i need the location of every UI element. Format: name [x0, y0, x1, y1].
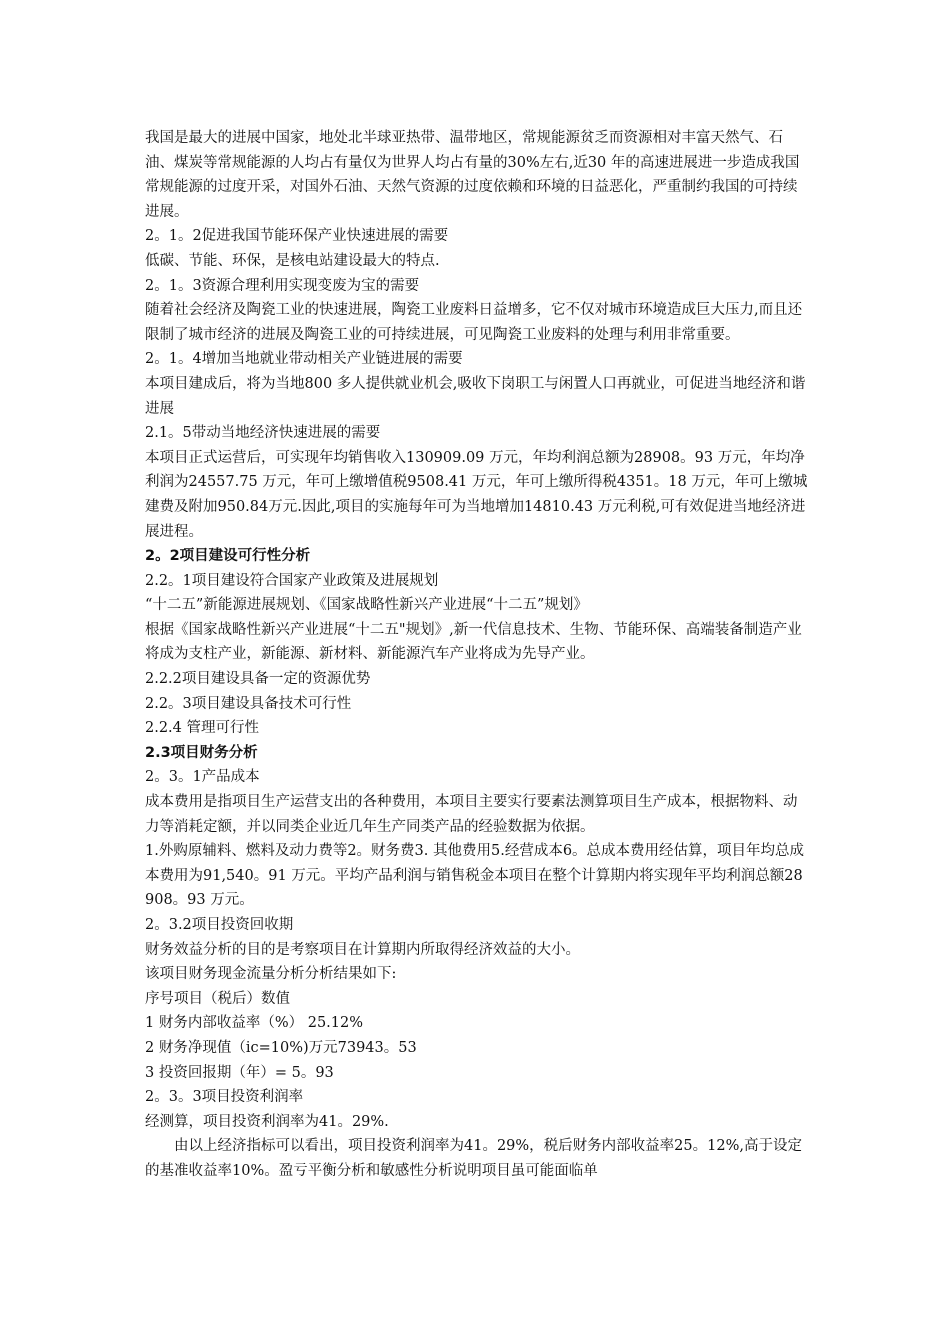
paragraph-employment: 本项目建成后，将为当地800 多人提供就业机会,吸收下岗职工与闲置人口再就业，可促进当地经济和谐进展	[145, 375, 806, 417]
heading-2-2-2: 2.2.2项目建设具备一定的资源优势	[145, 671, 371, 688]
heading-2-1-3: 2。1。3资源合理利用实现变废为宝的需要	[145, 277, 420, 294]
paragraph-results-intro: 该项目财务现金流量分析分析结果如下:	[145, 966, 397, 983]
results-row-1: 1 财务内部收益率（%） 25.12%	[145, 1015, 364, 1032]
results-row-2: 2 财务净现值（ic=10%)万元73943。53	[145, 1039, 417, 1056]
paragraph-ceramic-waste: 随着社会经济及陶瓷工业的快速进展，陶瓷工业废料日益增多，它不仅对城市环境造成巨大压力,而且还限制了城市经济的进展及陶瓷工业的可持续进展，可见陶瓷工业废料的处理与利用非常重要。	[145, 302, 803, 343]
heading-2-3-2: 2。3.2项目投资回收期	[145, 917, 294, 933]
heading-2-2-4: 2.2.4 管理可行性	[145, 720, 260, 737]
paragraph-strategy: 根据《国家战略性新兴产业进展“十二五"规划》,新一代信息技术、生物、节能环保、高端装备制造产业将成为支柱产业，新能源、新材料、新能源汽车产业将成为先导产业。	[145, 621, 802, 663]
results-header: 序号项目（税后）数值	[145, 990, 290, 1007]
paragraph-analysis-purpose: 财务效益分析的目的是考察项目在计算期内所取得经济效益的大小。	[145, 941, 580, 958]
paragraph-revenue: 本项目正式运营后，可实现年均销售收入130909.09 万元，年均利润总额为28908。93 万元，年均净利润为24557.75 万元，年可上缴增值税9508.41 万元，年可上缴所得税4351。18 万元，年可上缴城建费及附加950.84万元.因此,项目的实施每年可为当地增加14810.43 万元利税,可有效促进当地经济进展进程。	[145, 449, 808, 540]
heading-2-2-1: 2.2。1项目建设符合国家产业政策及进展规划	[145, 572, 439, 589]
results-row-3: 3 投资回报期（年）= 5。93	[145, 1064, 334, 1081]
heading-2-1-5: 2.1。5带动当地经济快速进展的需要	[145, 425, 381, 442]
heading-2-3-3: 2。3。3项目投资利润率	[145, 1089, 304, 1106]
section-heading-2-2: 2。2项目建设可行性分析	[145, 548, 311, 565]
paragraph-intro: 我国是最大的进展中国家，地处北半球亚热带、温带地区，常规能源贫乏而资源相对丰富天然气、石油、煤炭等常规能源的人均占有量仅为世界人均占有量的30%左右,近30 年的高速进展进一步造成我国常规能源的过度开采，对国外石油、天然气资源的过度依赖和环境的日益恶化，严重制约我国的可持续进展。	[145, 130, 800, 220]
heading-2-1-2: 2。1。2促进我国节能环保产业快速进展的需要	[145, 228, 449, 245]
heading-2-1-4: 2。1。4增加当地就业带动相关产业链进展的需要	[145, 351, 463, 368]
paragraph-cost-definition: 成本费用是指项目生产运营支出的各种费用，本项目主要实行要素法测算项目生产成本，根据物料、动力等消耗定额，并以同类企业近几年生产同类产品的经验数据为依据。	[145, 794, 798, 835]
paragraph-cost-items: 1.外购原辅料、燃料及动力费等2。财务费3. 其他费用5.经营成本6。总成本费用经估算，项目年均总成本费用为91,540。91 万元。平均产品利润与销售税金本项目在整个计算期内将实现年平均利润总额28908。93 万元。	[145, 843, 805, 909]
paragraph-profit-rate: 经测算，项目投资利润率为41。29%.	[145, 1113, 389, 1130]
section-heading-2-3: 2.3项目财务分析	[145, 744, 258, 761]
heading-2-2-3: 2.2。3项目建设具备技术可行性	[145, 695, 352, 712]
paragraph-low-carbon: 低碳、节能、环保，是核电站建设最大的特点.	[145, 252, 440, 269]
paragraph-plans: “十二五”新能源进展规划、《国家战略性新兴产业进展“十二五”规划》	[145, 597, 588, 614]
heading-2-3-1: 2。3。1产品成本	[145, 769, 260, 786]
paragraph-conclusion: 由以上经济指标可以看出，项目投资利润率为41。29%，税后财务内部收益率25。12%,高于设定的基准收益率10%。盈亏平衡分析和敏感性分析说明项目虽可能面临单	[145, 1138, 802, 1179]
